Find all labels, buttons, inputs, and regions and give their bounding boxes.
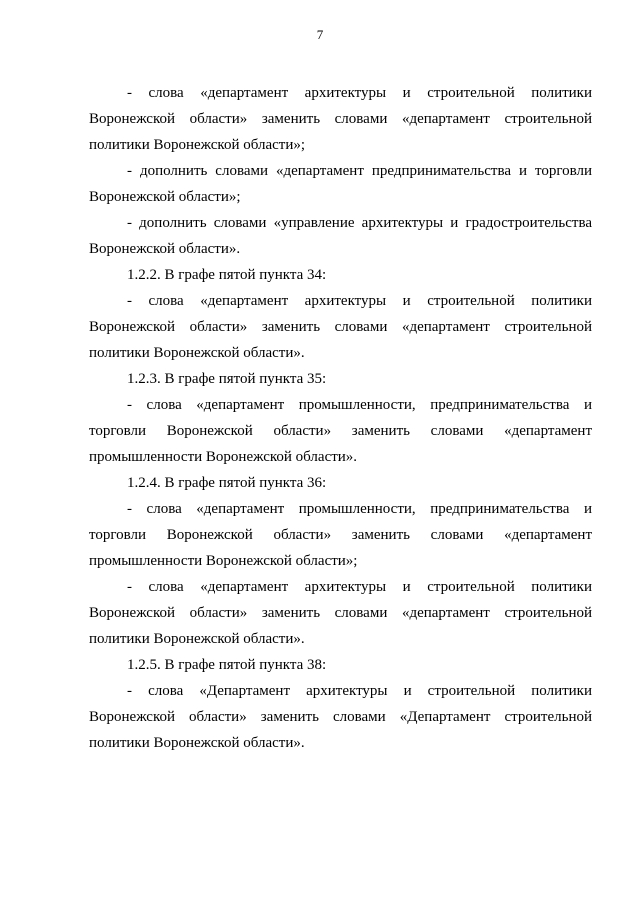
section-heading: 1.2.2. В графе пятой пункта 34: [127, 267, 327, 283]
paragraph: - дополнить словами «управление архитектуры и градостроительства Воронежской области». [89, 215, 592, 257]
section-heading: 1.2.4. В графе пятой пункта 36: [127, 475, 327, 491]
paragraph: - слова «департамент архитектуры и строительной политики Воронежской области» заменить словами «департамент строительной политики Воронежской области». [89, 293, 592, 361]
paragraph: - слова «Департамент архитектуры и строительной политики Воронежской области» заменить словами «Департамент строительной политики Воронежской области». [89, 683, 592, 751]
paragraph: - дополнить словами «департамент предпринимательства и торговли Воронежской области»; [89, 163, 592, 205]
paragraph: - слова «департамент архитектуры и строительной политики Воронежской области» заменить словами «департамент строительной политики Воронежской области»; [89, 85, 592, 153]
paragraph: - слова «департамент промышленности, предпринимательства и торговли Воронежской области» заменить словами «департамент промышленности Воронежской области». [89, 397, 592, 465]
page-number: 7 [316, 27, 324, 42]
paragraph: - слова «департамент промышленности, предпринимательства и торговли Воронежской области» заменить словами «департамент промышленности Воронежской области»; [89, 501, 592, 569]
paragraph: - слова «департамент архитектуры и строительной политики Воронежской области» заменить словами «департамент строительной политики Воронежской области». [89, 579, 592, 647]
section-heading: 1.2.5. В графе пятой пункта 38: [127, 657, 327, 673]
document-body [89, 80, 592, 756]
section-heading: 1.2.3. В графе пятой пункта 35: [127, 371, 327, 387]
